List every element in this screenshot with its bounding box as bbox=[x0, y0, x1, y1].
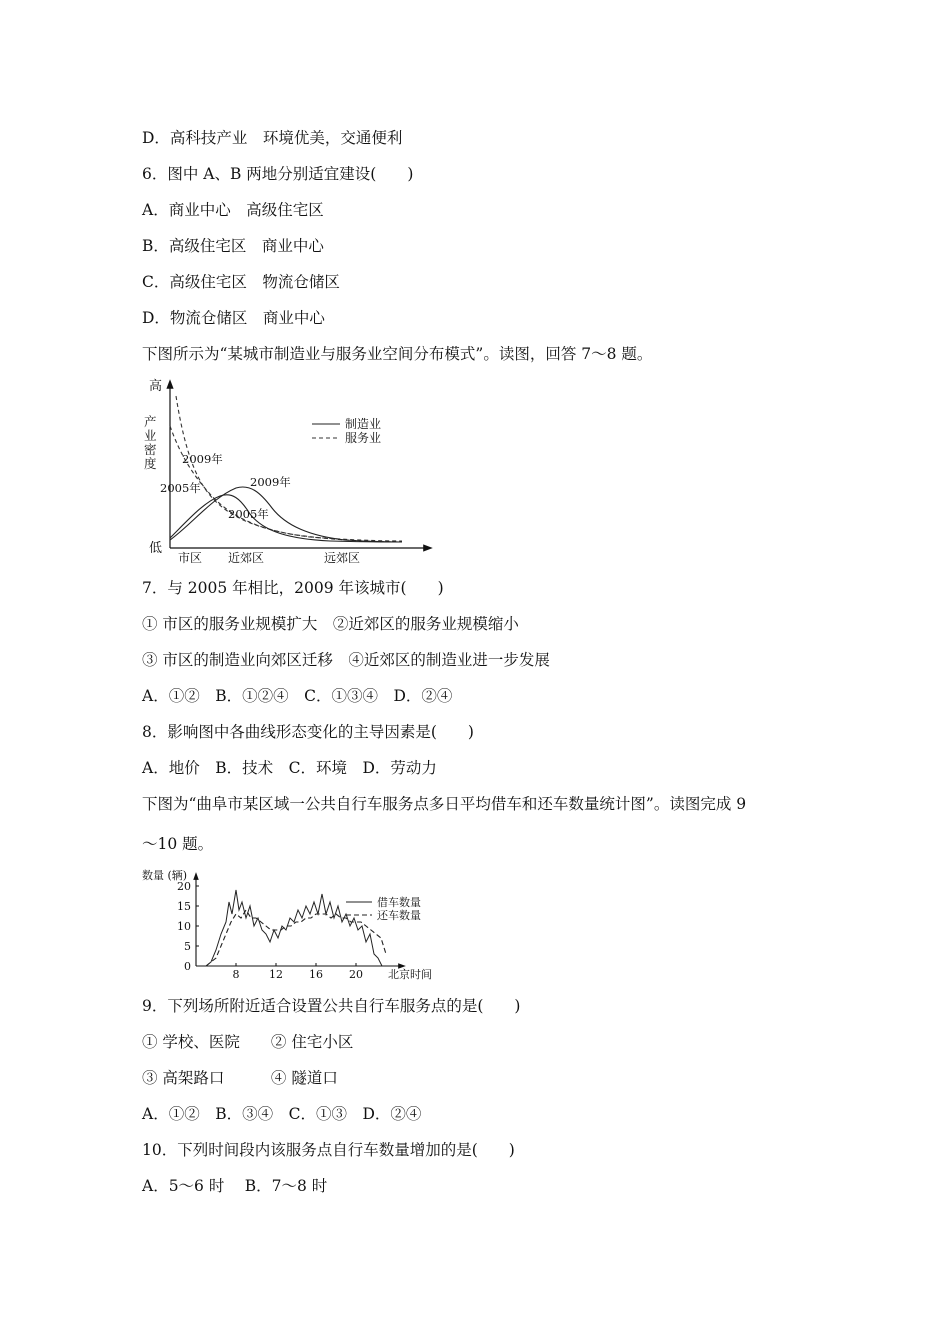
label-manufacturing-2009: 2009年 bbox=[250, 475, 291, 489]
y-axis-title: 数量 (辆) bbox=[142, 869, 188, 882]
question-6: 6．图中 A、B 两地分别适宜建设( ) bbox=[142, 165, 414, 183]
legend-return: 还车数量 bbox=[377, 909, 421, 922]
y-tick-label: 10 bbox=[177, 920, 191, 933]
intro-9-10-line-1: 下图为“曲阜市某区域一公共自行车服务点多日平均借车和还车数量统计图”。读图完成 9 bbox=[142, 795, 747, 813]
option-6a: A．商业中心 高级住宅区 bbox=[142, 201, 324, 219]
x-label-urban: 市区 bbox=[178, 551, 203, 565]
legend-service: 服务业 bbox=[345, 431, 382, 445]
legend-borrow: 借车数量 bbox=[377, 896, 421, 909]
statement-9-1: ① 学校、医院 ② 住宅小区 bbox=[142, 1033, 354, 1051]
option-6b: B．高级住宅区 商业中心 bbox=[142, 237, 324, 255]
x-label-suburb: 近郊区 bbox=[228, 551, 265, 565]
statement-7-1: ① 市区的服务业规模扩大 ②近郊区的服务业规模缩小 bbox=[142, 615, 519, 633]
options-7: A．①② B．①②④ C．①③④ D．②④ bbox=[142, 687, 453, 705]
x-tick-label: 16 bbox=[309, 968, 323, 981]
intro-7-8: 下图所示为“某城市制造业与服务业空间分布模式”。读图，回答 7～8 题。 bbox=[142, 345, 653, 363]
intro-9-10-line-2: ～10 题。 bbox=[142, 835, 214, 853]
option-6c: C．高级住宅区 物流仓储区 bbox=[142, 273, 340, 291]
x-tick-label: 20 bbox=[349, 968, 363, 981]
x-label-exurb: 远郊区 bbox=[324, 551, 361, 565]
borrow-series-line bbox=[206, 890, 382, 966]
label-manufacturing-2005: 2005年 bbox=[228, 507, 269, 521]
y-low-label: 低 bbox=[149, 541, 163, 556]
y-tick-label: 15 bbox=[177, 900, 191, 913]
options-9: A．①② B．③④ C．①③ D．②④ bbox=[142, 1105, 422, 1123]
y-tick-label: 0 bbox=[184, 960, 191, 973]
question-9: 9．下列场所附近适合设置公共自行车服务点的是( ) bbox=[142, 997, 521, 1015]
y-axis-title bbox=[144, 414, 161, 471]
y-title-char-4: 度 bbox=[144, 456, 157, 471]
question-10: 10．下列时间段内该服务点自行车数量增加的是( ) bbox=[142, 1141, 515, 1159]
statement-7-2: ③ 市区的制造业向郊区迁移 ④近郊区的制造业进一步发展 bbox=[142, 651, 550, 669]
bike-rental-chart bbox=[140, 866, 440, 984]
x-tick-label: 12 bbox=[269, 968, 283, 981]
option-6d: D．物流仓储区 商业中心 bbox=[142, 309, 325, 327]
statement-9-2: ③ 高架路口 ④ 隧道口 bbox=[142, 1069, 338, 1087]
manufacturing-2005-curve bbox=[170, 495, 402, 542]
text-line-1: D．高科技产业 环境优美，交通便利 bbox=[142, 129, 403, 147]
y-title-char-3: 密 bbox=[144, 442, 157, 457]
options-10: A．5～6 时 B．7～8 时 bbox=[142, 1177, 328, 1195]
question-8: 8．影响图中各曲线形态变化的主导因素是( ) bbox=[142, 723, 474, 741]
label-service-2009: 2009年 bbox=[182, 452, 223, 466]
y-title-char-2: 业 bbox=[144, 428, 157, 443]
legend-manufacturing: 制造业 bbox=[345, 417, 382, 431]
options-8: A．地价 B．技术 C．环境 D．劳动力 bbox=[142, 759, 437, 777]
y-tick-label: 20 bbox=[177, 880, 191, 893]
y-high-label: 高 bbox=[149, 379, 163, 394]
y-title-char-1: 产 bbox=[144, 414, 157, 429]
label-service-2005: 2005年 bbox=[160, 481, 201, 495]
return-series-line bbox=[206, 910, 386, 966]
manufacturing-2009-curve bbox=[170, 487, 402, 542]
x-axis-title: 北京时间 bbox=[388, 968, 432, 981]
x-tick-label: 8 bbox=[232, 968, 240, 981]
industry-density-chart bbox=[140, 374, 440, 569]
y-tick-label: 5 bbox=[184, 940, 191, 953]
question-7: 7．与 2005 年相比，2009 年该城市( ) bbox=[142, 579, 444, 597]
